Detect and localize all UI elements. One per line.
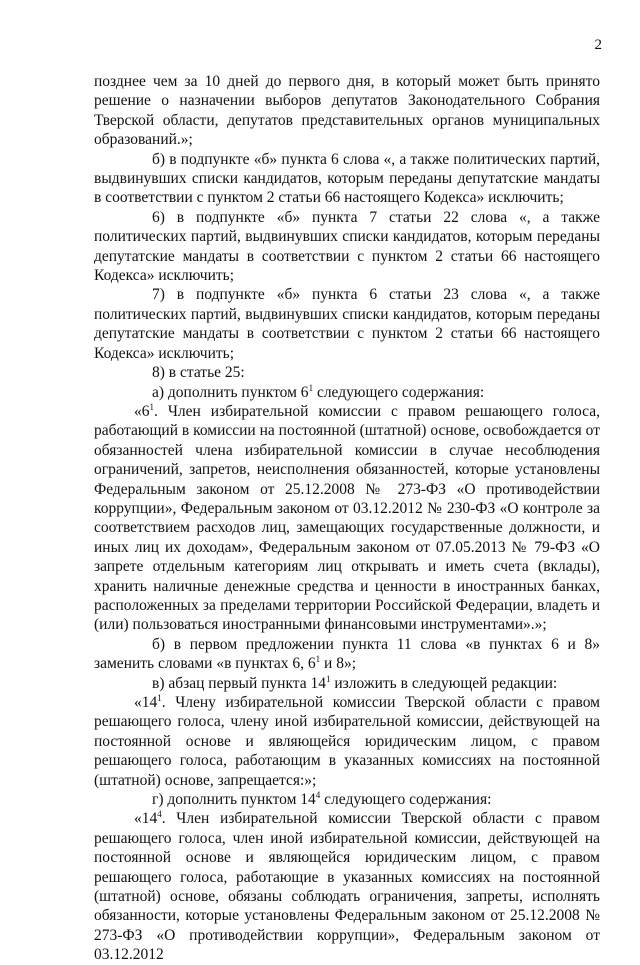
paragraph-text: г) дополнить пунктом 14 — [152, 791, 316, 809]
paragraph-text: следующего содержания: — [313, 383, 485, 401]
paragraph-text: и 8»; — [320, 655, 357, 673]
superscript-index: 1 — [326, 673, 331, 684]
superscript-index: 4 — [315, 789, 321, 800]
paragraph-11 — [94, 790, 600, 809]
paragraph-text: б) в первом предложении пункта 11 слова «в пунктах 6 и 8» заменить словами «в пунктах 6, 6 — [94, 635, 600, 673]
paragraph-6 — [94, 383, 600, 402]
paragraph-text: . Член избирательной комиссии Тверской области с правом решающего голоса, член иной избирательной комиссии, действующей на постоянной основе и являющейся юридическим лицом, с правом решающего голоса, работающие в указанных комиссиях на постоянной (штатной) основе, обязаны соблюдать ограничения, запреты, исполнять обязанности, которые установлены Федеральным законом от 25.12.2008 № 273-ФЗ «О противодействии коррупции», Федеральным законом от 03.12.2012 — [94, 810, 600, 964]
paragraph-12 — [94, 809, 600, 964]
paragraph-10 — [94, 693, 600, 790]
paragraph-text: . Члену избирательной комиссии Тверской области с правом решающего голоса, члену иной избирательной комиссии, действующей на постоянной основе и являющейся юридическим лицом, с правом решающего голоса, работающим в указанных комиссиях на постоянной (штатной) основе, запрещается:»; — [94, 694, 600, 789]
paragraph-7 — [94, 402, 600, 635]
superscript-index: 4 — [157, 809, 162, 820]
paragraph-text: . Член избирательной комиссии с правом решающего голоса, работающий в комиссии на постоянной (штатной) основе, освобождается от обязанностей члена избирательной комиссии в случае несоблюдения ограничений, запретов, неисполнения обязанностей, которые установлены Федеральным законом от 25.12.2008 № 273-ФЗ «О противодействии коррупции», Федеральным законом от 03.12.2012 № 230-ФЗ «О контроле за соответствием расходов лиц, замещающих государственные должности, и иных лиц их доходам», Федеральным законом от 07.05.2013 № 79-ФЗ «О запрете отдельным категориям лиц открывать и иметь счета (вклады), хранить наличные денежные средства и ценности в иностранных банках, расположенных за пределами территории Российской Федерации, владеть и (или) пользоваться иностранными финансовыми инструментами».»; — [94, 402, 600, 634]
paragraph-text: «6 — [134, 402, 150, 420]
paragraph-text: «14 — [134, 694, 158, 711]
paragraph-text: «14 — [134, 810, 158, 828]
paragraph-text: следующего содержания: — [320, 791, 492, 809]
paragraph-9 — [94, 674, 600, 693]
paragraph-text: изложить в следующей редакции: — [330, 674, 558, 692]
paragraph-2: б) в подпункте «б» пункта 6 слова «, а также политических партий, выдвинувших списки кандидатов, которым переданы депутатские мандаты в соответствии с пунктом 2 статьи 66 настоящего Кодекса» исключить; — [94, 150, 600, 207]
paragraph-4: 7) в подпункте «б» пункта 6 статьи 23 слова «, а также политических партий, выдвинувших списки кандидатов, которым переданы депутатские мандаты в соответствии с пунктом 2 статьи 66 настоящего Кодекса» исключить; — [94, 286, 600, 362]
paragraph-text: в) абзац первый пункта 14 — [152, 674, 327, 692]
document-body — [94, 72, 600, 965]
paragraph-8 — [94, 635, 600, 674]
superscript-index: 1 — [149, 401, 154, 412]
superscript-index: 1 — [308, 382, 314, 393]
superscript-index: 1 — [315, 654, 321, 665]
paragraph-3: 6) в подпункте «б» пункта 7 статьи 22 слова «, а также политических партий, выдвинувших списки кандидатов, которым переданы депутатские мандаты в соответствии с пунктом 2 статьи 66 настоящего Кодекса» исключить; — [94, 208, 600, 285]
paragraph-1: позднее чем за 10 дней до первого дня, в который может быть принято решение о назначении выборов депутатов Законодательного Собрания Тверской области, депутатов представительных органов муниципальных образований.»; — [94, 73, 600, 149]
superscript-index: 1 — [157, 692, 162, 703]
page-number: 2 — [594, 37, 602, 53]
paragraph-5: 8) в статье 25: — [152, 364, 245, 382]
paragraph-text: а) дополнить пунктом 6 — [152, 383, 309, 401]
